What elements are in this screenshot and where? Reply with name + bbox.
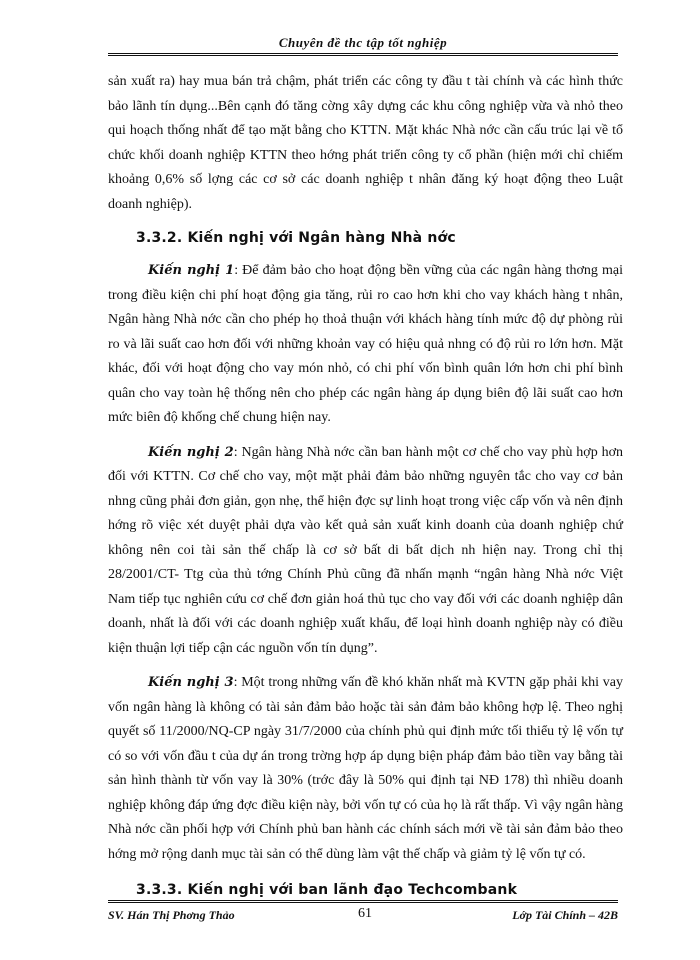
paragraph-recommendation-1 (108, 259, 623, 431)
section-heading-3-3-3: 3.3.3. Kiến nghị với ban lãnh đạo Techcombank (136, 882, 518, 898)
recommendation-2-text: : Ngân hàng Nhà nớc cần ban hành một cơ chế cho vay phù hợp hơn đối với KTTN. Cơ chế cho vay, một mặt phải đảm bảo những nguyên tắc cho vay cơ bản nhng cũng phải đơn giản, gọn nhẹ, thể hiện đợc sự linh hoạt trong việc cấp vốn và nên định hớng rõ việc xét duyệt phải dựa vào kết quả sản xuất kinh doanh của doanh nghiệp chứ không nên coi tài sản thế chấp là cơ sở bất di bất dịch nh hiện nay. Trong chỉ thị 28/2001/CT- Ttg của thủ tớng Chính Phủ cũng đã nhấn mạnh “ngân hàng Nhà nớc Việt Nam tiếp tục nghiên cứu cơ chế đơn giản hoá thủ tục cho vay đối với các doanh nghiệp dân doanh, nhất là đối với các doanh nghiệp xuất khẩu, để loại hình doanh nghiệp này có điều kiện thuận lợi tiếp cận các nguồn vốn tín dụng”. (108, 444, 623, 656)
section-heading-3-3-2: 3.3.2. Kiến nghị với Ngân hàng Nhà nớc (136, 230, 456, 246)
header-title: Chuyên đề thc tập tốt nghiệp (278, 35, 448, 50)
paragraph-recommendation-2 (108, 441, 623, 662)
page-header (108, 34, 618, 56)
paragraph-recommendation-3 (108, 671, 623, 867)
footer-rule (108, 900, 618, 903)
page-footer (108, 900, 618, 926)
footer-class: Lớp Tài Chính – 42B (512, 908, 618, 922)
header-rule (108, 53, 618, 56)
recommendation-1-label: Kiến nghị 1 (148, 263, 235, 278)
page-body (108, 70, 623, 911)
footer-author: SV. Hán Thị Phơng Thảo (108, 908, 235, 922)
recommendation-2-label: Kiến nghị 2 (148, 444, 234, 460)
recommendation-1-text: : Để đảm bảo cho hoạt động bền vững của các ngân hàng thơng mại trong điều kiện chi phí hoạt động gia tăng, rủi ro cao hơn khi cho vay khách hàng t nhân, Ngân hàng Nhà nớc cần cho phép họ thoả thuận với khách hàng tính mức độ dự phòng rủi ro và lãi suất cao hơn đối với những khoản vay có hiệu quả nhng có độ rủi ro lớn hơn. Mặt khác, đối với hoạt động cho vay món nhỏ, có chi phí vốn bình quân lớn hơn chi phí bình quân cho vay toàn hệ thống nên cho phép các ngân hàng áp dụng biên độ lãi suất cao hơn mức biên độ khống chế chung hiện nay. (108, 263, 623, 425)
recommendation-3-text: : Một trong những vấn đề khó khăn nhất mà KVTN gặp phải khi vay vốn ngân hàng là không có tài sản đảm bảo hoặc tài sản đảm bảo không hợp lệ. Theo nghị quyết số 11/2000/NQ-CP ngày 31/7/2000 của chính phủ qui định mức tối thiểu tỷ lệ vốn tự có so với vốn đầu t của dự án trong trờng hợp áp dụng biện pháp đảm bảo tiền vay bằng tài sản hình thành từ vốn vay là 30% (trớc đây là 50% qui định tại NĐ 178) thì nhiều doanh nghiệp không đáp ứng đợc điều kiện này, bởi vốn tự có của họ là rất thấp. Vì vậy ngân hàng Nhà nớc cần phối hợp với Chính phủ ban hành các chính sách mới về tài sản đảm bảo theo hớng mở rộng danh mục tài sản có thể dùng làm vật thế chấp và giảm tỷ lệ vốn tự có. (108, 675, 623, 862)
page-number: 61 (358, 906, 372, 921)
paragraph-1: sản xuất ra) hay mua bán trả chậm, phát triển các công ty đầu t tài chính và các hình thức bảo lãnh tín dụng...Bên cạnh đó tăng cờng xây dựng các khu công nghiệp vừa và nhỏ theo qui hoạch thống nhất để tạo mặt bằng cho KTTN. Mặt khác Nhà nớc cần cấu trúc lại về tổ chức khối doanh nghiệp KTTN theo hớng phát triển công ty cổ phần (hiện mới chỉ chiếm khoảng 0,6% số lợng các cơ sở các doanh nghiệp t nhân đăng ký hoạt động theo Luật doanh nghiệp). (108, 74, 623, 212)
recommendation-3-label: Kiến nghị 3 (148, 675, 234, 690)
